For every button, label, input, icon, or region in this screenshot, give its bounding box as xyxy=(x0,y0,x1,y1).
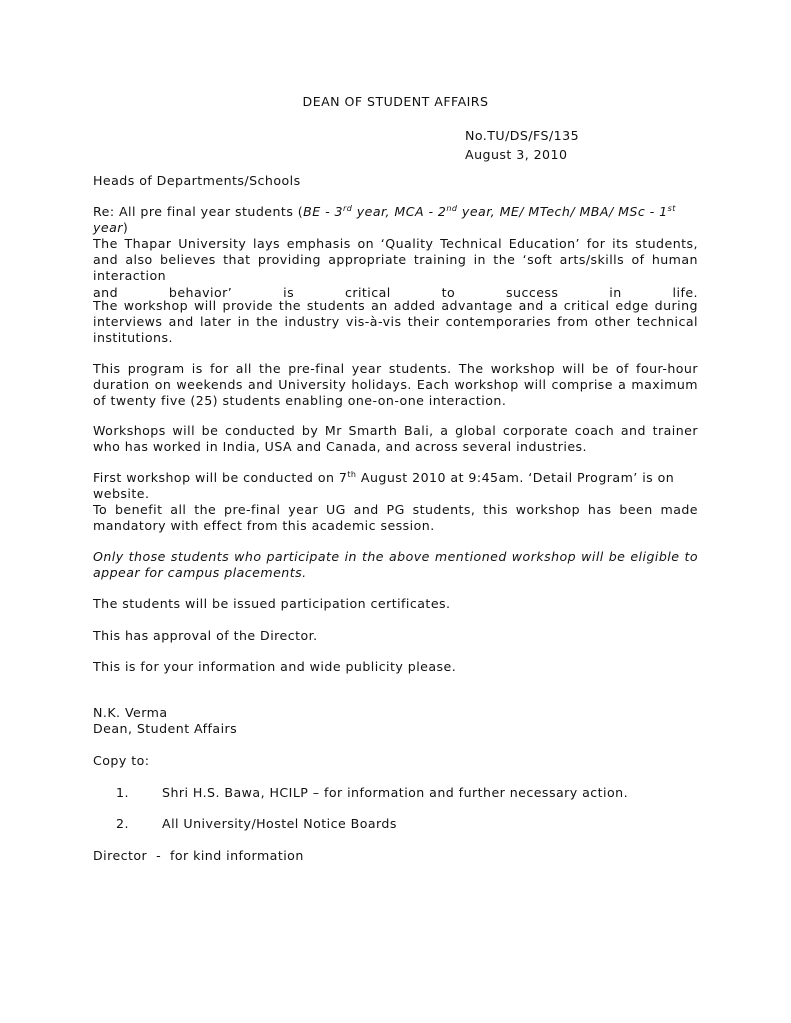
subject-line: Re: All pre final year students (BE - 3rd year, MCA - 2nd year, ME/ MTech/ MBA/ MSc - 1st year) xyxy=(93,204,676,236)
copy-to-item-text: All University/Hostel Notice Boards xyxy=(162,816,397,831)
copy-to-item-number: 1. xyxy=(116,785,129,800)
paragraph-trainer: Workshops will be conducted by Mr Smarth Bali, a global corporate coach and trainer who has worked in India, USA and Canada, and across several industries. xyxy=(93,423,698,455)
paragraph-emphasis xyxy=(93,236,698,301)
director-line: Director - for kind information xyxy=(93,848,304,863)
paragraph-program: This program is for all the pre-final year students. The workshop will be of four-hour duration on weekends and University holidays. Each workshop will comprise a maximum of twenty five (25) students enabling one-on-one interaction. xyxy=(93,361,698,409)
recipient-line: Heads of Departments/Schools xyxy=(93,173,301,188)
signatory-title: Dean, Student Affairs xyxy=(93,721,238,737)
copy-to-item-number: 2. xyxy=(116,816,129,831)
paragraph-emphasis-tail: and behavior’ is critical to success in life. xyxy=(93,284,698,300)
paragraph-advantage: The workshop will provide the students an added advantage and a critical edge during interviews and later in the industry vis-à-vis their contemporaries from other technical institutions. xyxy=(93,298,698,346)
paragraph-first-workshop: First workshop will be conducted on 7th August 2010 at 9:45am. ‘Detail Program’ is on website. xyxy=(93,470,675,502)
copy-to-item-text: Shri H.S. Bawa, HCILP – for information and further necessary action. xyxy=(162,785,629,800)
copy-to-item xyxy=(93,816,698,832)
letter-date: August 3, 2010 xyxy=(465,147,568,162)
reference-number: No.TU/DS/FS/135 xyxy=(465,128,580,143)
copy-to-label: Copy to: xyxy=(93,753,150,768)
paragraph-mandatory: To benefit all the pre-final year UG and PG students, this workshop has been made mandatory with effect from this academic session. xyxy=(93,502,698,534)
signature-block xyxy=(93,705,698,737)
paragraph-eligibility-notice: Only those students who participate in the above mentioned workshop will be eligible to appear for campus placements. xyxy=(93,549,698,581)
copy-to-item xyxy=(93,785,698,801)
office-heading: DEAN OF STUDENT AFFAIRS xyxy=(302,94,489,109)
reference-block xyxy=(465,126,579,164)
signatory-name: N.K. Verma xyxy=(93,705,168,720)
paragraph-approval: This has approval of the Director. xyxy=(93,628,318,643)
paragraph-certificates: The students will be issued participation certificates. xyxy=(93,596,451,611)
paragraph-emphasis-main: The Thapar University lays emphasis on ‘Quality Technical Education’ for its students, and also believes that providing appropriate training in the ‘soft arts/skills of human interaction xyxy=(93,236,698,284)
paragraph-publicity: This is for your information and wide publicity please. xyxy=(93,659,457,674)
